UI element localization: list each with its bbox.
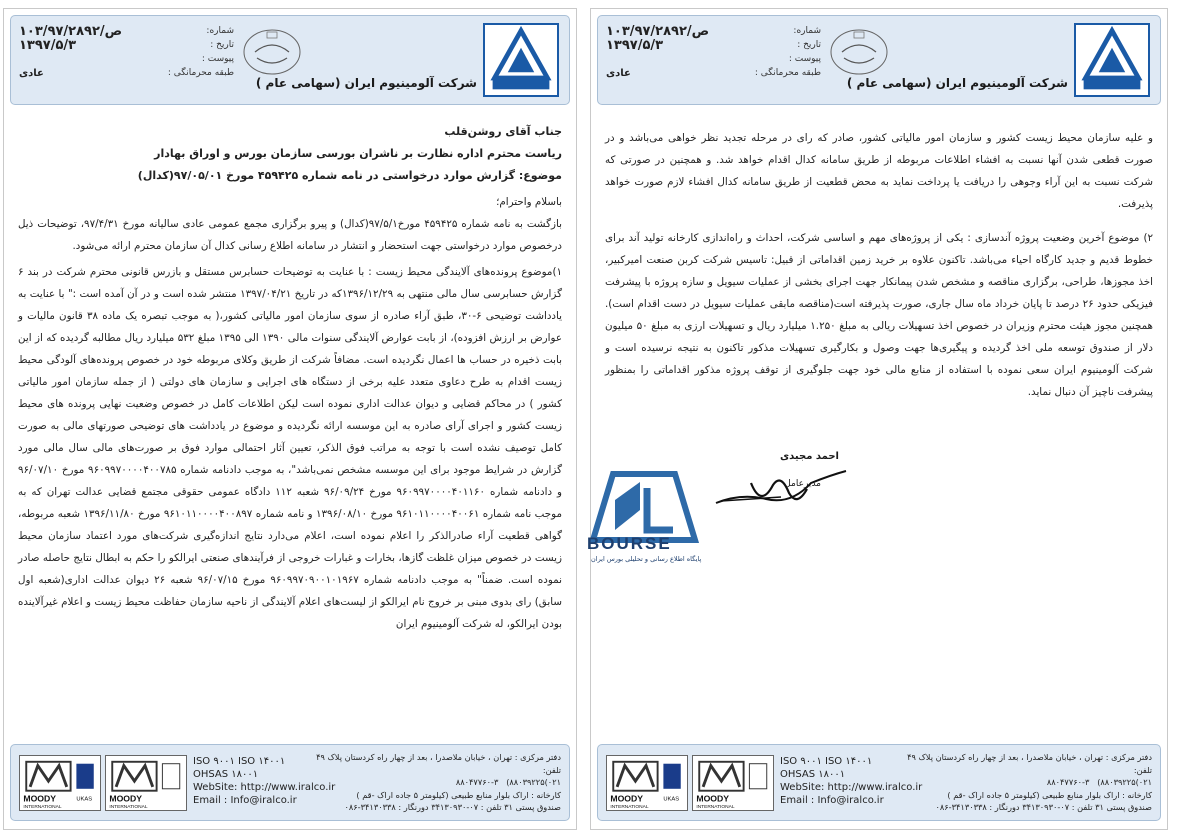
company-name: شرکت آلومینیوم ایران (سهامی عام ) (846, 76, 1068, 90)
svg-text:INTERNATIONAL: INTERNATIONAL (109, 805, 148, 810)
company-name: شرکت آلومینیوم ایران (سهامی عام ) (255, 76, 477, 90)
factory-address: کارخانه : اراک بلوار منابع طبیعی (کیلومتر ۵ جاده اراک -قم ) (356, 789, 561, 800)
head-office-address: دفتر مرکزی : تهران ، خیابان ملاصدرا ، بعد از چهار راه کردستان پلاک ۴۹ (316, 752, 561, 762)
svg-text:INTERNATIONAL: INTERNATIONAL (610, 805, 649, 810)
bourse-watermark (585, 470, 715, 570)
moody-certificate (606, 755, 688, 811)
address-block (176, 751, 561, 814)
ohsas-standard: OHSAS ۱۸۰۰۱ (780, 769, 846, 780)
signature-block (711, 451, 851, 521)
factory-address: کارخانه : اراک بلوار منابع طبیعی (کیلومتر ۵ جاده اراک -قم ) (947, 789, 1152, 800)
classification-label: طبقه محرمانگی : (754, 68, 821, 78)
letter-body (18, 121, 562, 635)
certificates (19, 755, 189, 813)
paragraph: بازگشت به نامه شماره ۴۵۹۴۲۵ مورخ۹۷/۵/۱(کدال) و پیرو برگزاری مجمع عمومی عادی سالیانه مورخ ۹۷/۴/۳۱، توضیحات ذیل درخصوص موارد درخواستی جهت استحضار و انتشار در سامانه اطلاع رسانی کدال آن سازمان محترم ارائه می‌شود. (18, 218, 562, 252)
paragraph: ۲) موضوع آخرین وضعیت پروژه آندسازی : یکی از پروژه‌های مهم و اساسی شرکت، احداث و راه‌اندازی کارخانه تولید آند برای خطوط قدیم و جدید کارگاه احیاء می‌باشد. تاکنون علاوه بر خرید زمین اقداماتی از قبیل: تاسیس شرکت کربن صنعت امیرکبیر، اخذ مجوزها، طراحی، برگزاری مناقصه و مشخص شدن پیمانکار جهت اجرای بخشی از عملیات سیویل و سازه پروژه با پیشرفت فیزیکی حدود ۲۶ درصد تا پایان خرداد ماه سال جاری، صورت پذیرفته است(مناقصه مابقی عملیات سیویل در دست اقدام است). همچنین مجوز هیئت محترم وزیران در خصوص اخذ تسهیلات ریالی به مبلغ ۱.۲۵۰ میلیارد ریال و تسهیلات ارزی به مبلغ ۵۰ میلیون دلار از صندوق توسعه ملی اخذ گردیده و پیگیری‌ها جهت وصول و بکارگیری تسهیلات مذکور تاکنون به نتیجه نرسیده است و شرکت آلومینیوم ایران سعی نموده با استفاده از منابع مالی خود جهت جلوگیری از توقف پروژه مذکور اقداماتی را بمنظور پیشرفت ناچیز آن دنبال نماید. (605, 232, 1153, 398)
letter-number: ۱۰۳/ص/۹۷/۲۸۹۲ (606, 23, 710, 39)
certificates (606, 755, 776, 813)
number-label: شماره: (793, 26, 821, 36)
address-block (767, 751, 1152, 814)
letter-number: ۱۰۳/ص/۹۷/۲۸۹۲ (19, 23, 123, 39)
signer-name: احمد مجیدی (779, 451, 839, 462)
letter-page-right (590, 8, 1168, 830)
letter-footer (597, 744, 1161, 821)
letter-footer (10, 744, 570, 821)
po-box: صندوق پستی ۳۱ تلفن : ۰۷-۳۴۱۳۰۹۳۰ دورنگار : ۳۴۱۳۰۳۳۸-۰۸۶ (344, 802, 561, 812)
date-label: تاریخ : (210, 40, 234, 50)
phone-label: تلفن: (1133, 764, 1152, 775)
email: Email : Info@iralco.ir (193, 795, 297, 806)
resistance-economy-seal (241, 26, 303, 78)
letter-page-left (3, 8, 577, 830)
date-label: تاریخ : (797, 40, 821, 50)
fax-number: ۸۸۰۴۷۷۶۰-۳ (1046, 777, 1090, 787)
email: Email : Info@iralco.ir (780, 795, 884, 806)
letterhead (597, 15, 1161, 105)
greeting: باسلام واحترام؛ (496, 196, 562, 208)
svg-text:UKAS: UKAS (76, 796, 93, 803)
svg-text:MOODY: MOODY (696, 793, 730, 804)
letter-meta (19, 24, 234, 80)
iralco-logo (1074, 23, 1150, 97)
addressee: جناب آقای روشن‌قلب (444, 125, 562, 138)
moody-certificate (692, 755, 774, 811)
moody-certificate (105, 755, 187, 811)
attachment-label: پیوست : (788, 54, 821, 64)
website: WebSite: http://www.iralco.ir (193, 782, 336, 793)
handwritten-signature (711, 463, 851, 513)
resistance-economy-seal (828, 26, 890, 78)
letter-date: ۱۳۹۷/۵/۳ (606, 37, 664, 53)
signer-title: مدیرعامل (784, 479, 821, 489)
iso-standards: ISO ۹۰۰۱ ISO ۱۴۰۰۱ (780, 756, 873, 767)
phone-number: ۰۲۱)۸۸۰۳۹۲۲۵) (506, 777, 561, 787)
letter-body (605, 127, 1153, 403)
letterhead (10, 15, 570, 105)
classification-label: طبقه محرمانگی : (167, 68, 234, 78)
number-label: شماره: (206, 26, 234, 36)
paragraph: و علیه سازمان محیط زیست کشور و سازمان امور مالیاتی کشور، صادر که رای در مرحله تجدید نظر خواهی می‌باشد و در صورت قطعی شدن آنها نسبت به افشاء اطلاعات مربوطه از طریق سامانه کدال اقدام خواهد شد. و همچنین در صورتی که شرکت نسبت به این آراء وجوهی را دریافت یا پرداخت نماید به محض قطعیت از طریق سامانه کدال افشاء لازم صورت خواهد پذیرفت. (605, 132, 1153, 210)
letter-meta (606, 24, 821, 80)
addressee-title: ریاست محترم اداره نظارت بر ناشران بورسی سازمان بورس و اوراق بهادار (154, 147, 562, 160)
bourse-caption: پایگاه اطلاع رسانی و تحلیلی بورس ایران (591, 555, 702, 563)
fax-number: ۸۸۰۴۷۷۶۰-۳ (455, 777, 499, 787)
bourse-wordmark: BOURSE (587, 534, 672, 553)
svg-text:MOODY: MOODY (610, 793, 644, 804)
svg-text:INTERNATIONAL: INTERNATIONAL (23, 805, 62, 810)
paragraph: ۱)موضوع پرونده‌های آلایندگی محیط زیست : با عنایت به توضیحات حسابرس مستقل و بازرس قانونی محترم شرکت در بند ۶ گزارش حسابرسی سال مالی منتهی به ۱۳۹۶/۱۲/۲۹که در تاریخ ۱۳۹۷/۰۴/۲۱ منتشر شده است و در آن آمده است :" با عنایت به یادداشت توضیحی ۶-۳۰، طبق آراء صادره از سوی سازمان امور مالیاتی کشور،( به موجب تبصره یک ماده ۳۸ قانون مالیات و عوارض بر ارزش افزوده)، از بابت عوارض آلایندگی سنوات مالی ۱۳۹۰ الی ۱۳۹۵ مبلغ ۵۳۲ میلیارد ریال مطالبه گردیده که از این بابت ذخیره در حساب ها اعمال نگردیده است. مضافاً شرکت از طریق وکلای مربوطه خود در خصوص پرونده‌های آلودگی محیط زیست اقدام به طرح دعاوی متعدد علیه برخی از دستگاه های اجرایی و سازمان های دولتی ( از جمله سازمان امور مالیاتی کشور ) در محاکم قضایی و دیوان عدالت اداری نموده است لیکن اطلاعات کامل در خصوص وضعیت نهایی پرونده های محیط زیست کشور و اجرای آرای صادره به این موسسه ارائه نگردیده و موضوع در یادداشت های توضیحی صورتهای مالی به صورت کامل توصیف نشده است با توجه به مراتب فوق الذکر، تعیین آثار احتمالی موارد فوق بر صورت‌های مالی سال مالی مورد گزارش در شرایط موجود برای این موسسه مشخص نمی‌باشد"، به موجب دادنامه شماره ۹۶۰۹۹۷۰۰۰۰۴۰۰۷۸۵ مورخ ۹۶/۰۷/۱۰ و دادنامه شماره ۹۶۰۹۹۷۰۰۰۰۴۰۱۱۶۰ مورخ ۹۶/۰۹/۲۴ شعبه ۱۱۲ دادگاه عمومی حقوقی مجتمع قضایی عدالت تهران که به موجب نامه شماره ۹۶۱۰۱۱۰۰۰۰۴۰۰۶۱ مورخ ۱۳۹۶/۰۸/۱۰ و نامه شماره ۹۶۱۰۱۱۰۰۰۰۴۰۰۸۹۷ مورخ ۱۳۹۶/۱۱/۸۰ شعبه مربوطه، گواهی قطعیت آراء صادرالذکر را اعلام نموده است، اعلام می‌دارد نتایج اندازه‌گیری شرکت‌های مورد اعتماد سازمان محیط زیست در خصوص میزان غلظت گازها، بخارات و غبارات خروجی از فرآیندهای صنعتی ایرالکو را حکم به ابطال نتایج حاصله صادر نموده است. ضمناً" به موجب دادنامه شماره ۹۶۰۹۹۷۰۹۰۰۱۰۱۹۶۷ مورخ ۹۶/۰۷/۱۵ شعبه ۲۶ دیوان عدالت اداری(شعبه اول سابق) رای بدوی مبنی بر خروج نام ایرالکو از لیست‌های اعلام آلایندگی از ناحیه سازمان حفاظت محیط زیست و اعلام غیرآلاینده بودن ایرالکو، له شرکت آلومینیوم ایران (18, 266, 563, 630)
website: WebSite: http://www.iralco.ir (780, 782, 923, 793)
phone-number: ۰۲۱)۸۸۰۳۹۲۲۵) (1097, 777, 1152, 787)
subject-line: موضوع: گزارش موارد درخواستی در نامه شماره ۴۵۹۴۲۵ مورخ ۹۷/۰۵/۰۱(کدال) (137, 169, 562, 182)
svg-text:UKAS: UKAS (663, 796, 680, 803)
classification-value: عادی (19, 67, 44, 79)
moody-certificate (19, 755, 101, 811)
svg-text:MOODY: MOODY (109, 793, 143, 804)
head-office-address: دفتر مرکزی : تهران ، خیابان ملاصدرا ، بعد از چهار راه کردستان پلاک ۴۹ (907, 752, 1152, 762)
letter-date: ۱۳۹۷/۵/۳ (19, 37, 77, 53)
iralco-logo (483, 23, 559, 97)
iso-standards: ISO ۹۰۰۱ ISO ۱۴۰۰۱ (193, 756, 286, 767)
ohsas-standard: OHSAS ۱۸۰۰۱ (193, 769, 259, 780)
po-box: صندوق پستی ۳۱ تلفن : ۰۷-۳۴۱۳۰۹۳۰ دورنگار : ۳۴۱۳۰۳۳۸-۰۸۶ (935, 802, 1152, 812)
svg-text:INTERNATIONAL: INTERNATIONAL (696, 805, 735, 810)
svg-text:MOODY: MOODY (23, 793, 57, 804)
classification-value: عادی (606, 67, 631, 79)
phone-label: تلفن: (542, 764, 561, 775)
attachment-label: پیوست : (201, 54, 234, 64)
